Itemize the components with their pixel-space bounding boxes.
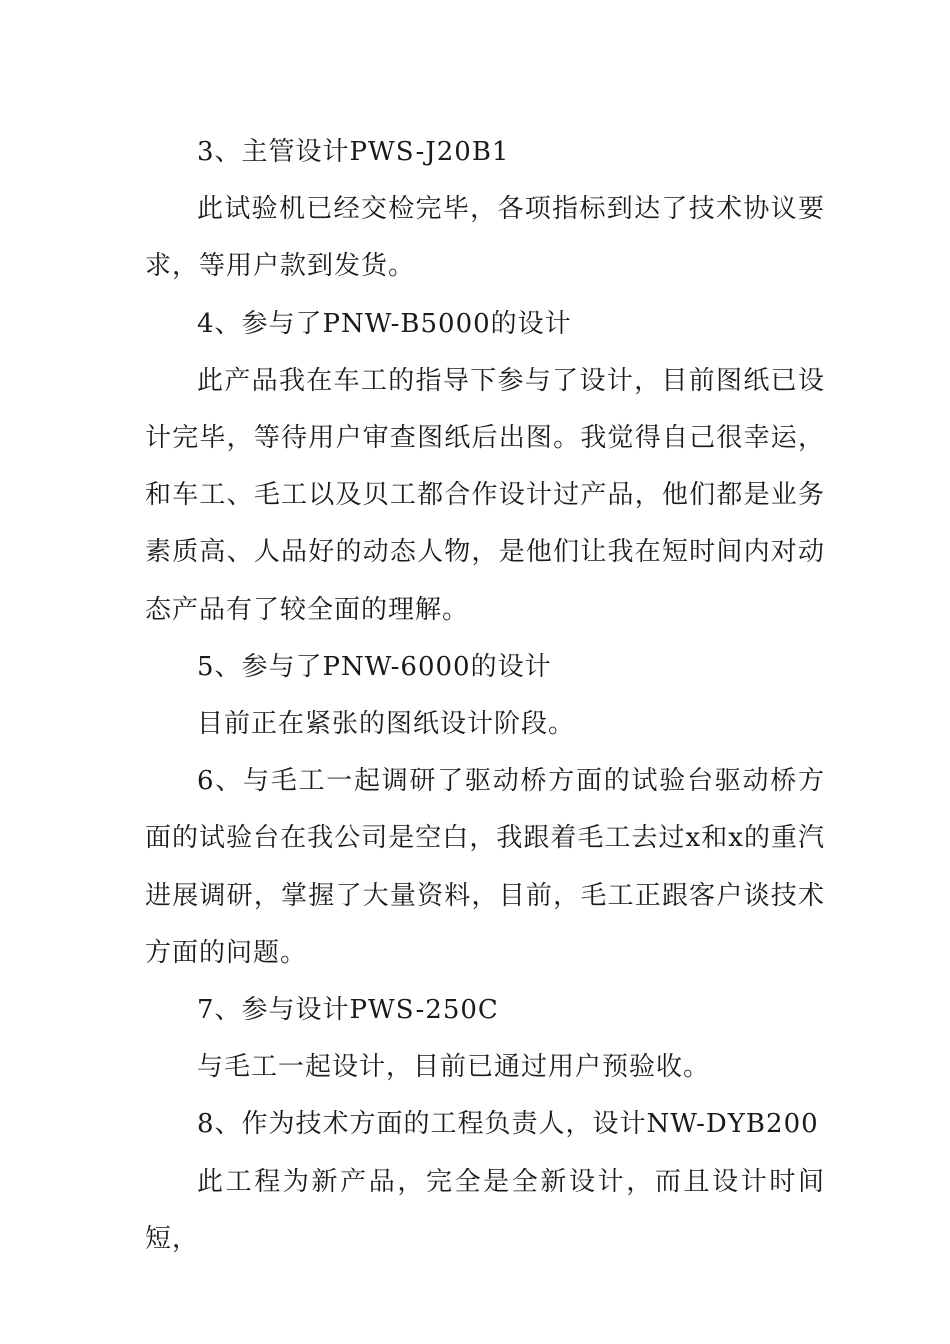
paragraph-item-7-heading: 7、参与设计PWS-250C xyxy=(197,995,499,1026)
paragraph-item-8-heading: 8、作为技术方面的工程负责人，设计NW-DYB200 xyxy=(197,1109,819,1140)
paragraph-item-6: 6、与毛工一起调研了驱动桥方面的试验台驱动桥方面的试验台在我公司是空白，我跟着毛工去过x和x的重汽进展调研，掌握了大量资料，目前，毛工正跟客户谈技术方面的问题。 xyxy=(145,766,825,968)
paragraph-item-5-body: 目前正在紧张的图纸设计阶段。 xyxy=(197,709,576,740)
paragraph-item-3-heading: 3、主管设计PWS-J20B1 xyxy=(197,137,510,167)
paragraph-item-4-heading: 4、参与了PNW-B5000的设计 xyxy=(197,308,572,339)
paragraph-item-5-heading: 5、参与了PNW-6000的设计 xyxy=(197,651,552,682)
paragraph-item-4-body: 此产品我在车工的指导下参与了设计，目前图纸已设计完毕，等待用户审查图纸后出图。我觉得自己很幸运，和车工、毛工以及贝工都合作设计过产品，他们都是业务素质高、人品好的动态人物，是他们让我在短时间内对动态产品有了较全面的理解。 xyxy=(145,365,825,625)
document-body xyxy=(145,124,825,1268)
paragraph-item-3-body: 此试验机已经交检完毕，各项指标到达了技术协议要求，等用户款到发货。 xyxy=(145,194,825,282)
paragraph-item-7-body: 与毛工一起设计，目前已通过用户预验收。 xyxy=(197,1052,711,1083)
paragraph-item-8-body: 此工程为新产品，完全是全新设计，而且设计时间短， xyxy=(145,1166,825,1254)
